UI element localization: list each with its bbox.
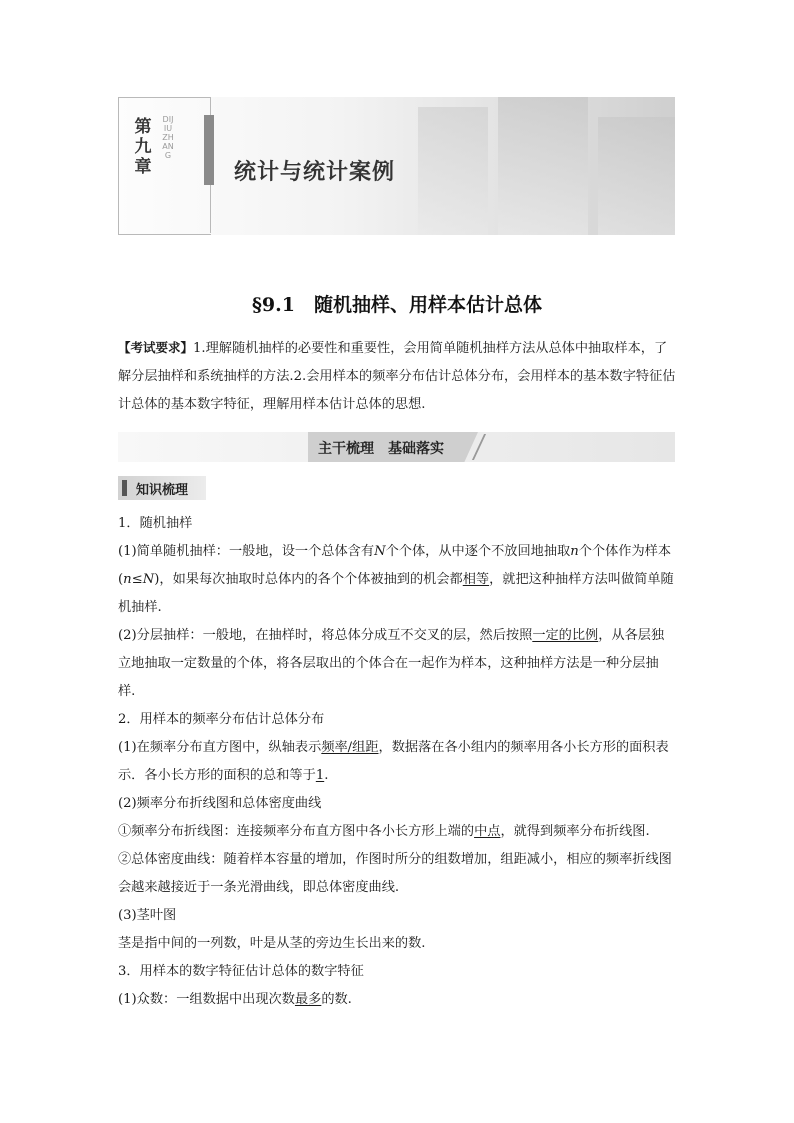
chapter-title: 统计与统计案例: [234, 160, 396, 185]
para-mode: [118, 986, 676, 1014]
para-histogram: [118, 734, 676, 790]
section-band: [118, 432, 675, 462]
exam-requirements: [118, 334, 676, 419]
requirements-text: 1.理解随机抽样的必要性和重要性，会用简单随机抽样方法从总体中抽取样本，了解分层抽样和系统抽样的方法.2.会用样本的频率分布估计总体分布，会用样本的基本数字特征估计总体的基本数字特征，理解用样本估计总体的思想.: [118, 341, 676, 412]
text: ①频率分布折线图：连接频率分布直方图中各小长方形上端的: [118, 824, 475, 839]
para-stratified: [118, 622, 676, 706]
text: (1)众数：一组数据中出现次数: [118, 992, 295, 1007]
heading-frequency: 2．用样本的频率分布估计总体分布: [118, 712, 325, 727]
heading-random-sampling: 1．随机抽样: [118, 516, 193, 531]
section-title: §9.1 随机抽样、用样本估计总体: [252, 294, 542, 316]
text: 的数.: [321, 992, 352, 1007]
para-polyline: [118, 818, 676, 846]
building-graphic: [498, 97, 588, 235]
building-graphic: [418, 107, 488, 235]
text: (1)在频率分布直方图中，纵轴表示: [118, 740, 322, 755]
chapter-accent-bar: [204, 115, 214, 185]
band-title: 主干梳理 基础落实: [318, 441, 444, 457]
subhead-mark: [122, 480, 127, 496]
blank-answer: 频率/组距: [321, 740, 379, 755]
chapter-label: 第九章: [134, 117, 152, 177]
text: ，数据落在各小组内的频率用各小长方形的面积表示．各小长方形的面积的总和等于: [118, 740, 669, 783]
text: ，就得到频率分布折线图.: [500, 824, 650, 839]
blank-answer: 1: [315, 768, 325, 783]
blank-answer: 最多: [294, 992, 322, 1007]
para-stem-leaf-title: (3)茎叶图: [118, 908, 177, 923]
text: 个个体，从中逐个不放回地抽取: [385, 544, 571, 559]
text: (1)简单随机抽样：一般地，设一个总体含有: [118, 544, 375, 559]
para-polyline-title: (2)频率分布折线图和总体密度曲线: [118, 796, 322, 811]
chapter-banner: [118, 97, 675, 235]
building-graphic: [598, 117, 675, 235]
text: ，从各层独立地抽取一定数量的个体，将各层取出的个体合在一起作为样本，这种抽样方法是一种分层抽样.: [118, 628, 665, 699]
text: 个个体作为样本(: [118, 544, 672, 587]
var-n: n: [570, 544, 579, 559]
para-simple-random: [118, 538, 676, 622]
heading-numeric-features: 3．用样本的数字特征估计总体的数字特征: [118, 964, 364, 979]
subhead-title: 知识梳理: [136, 483, 189, 498]
blank-answer: 中点: [474, 824, 501, 839]
knowledge-subhead: [118, 476, 206, 500]
blank-answer: 相等: [462, 572, 490, 587]
text: ≤: [131, 572, 143, 587]
text: .: [324, 768, 329, 783]
var-n: n: [123, 572, 132, 587]
para-stem-leaf: 茎是指中间的一列数，叶是从茎的旁边生长出来的数.: [118, 936, 426, 951]
var-N: N: [374, 544, 386, 559]
requirements-tag: 【考试要求】: [118, 340, 194, 355]
text: (2)分层抽样：一般地，在抽样时，将总体分成互不交叉的层，然后按照: [118, 628, 533, 643]
chapter-pinyin: DIJIUZHANG: [162, 115, 174, 160]
content-body: [118, 510, 676, 1014]
var-N: N: [142, 572, 155, 587]
blank-answer: 一定的比例: [532, 628, 599, 643]
text: ，就把这种抽样方法叫做简单随机抽样.: [118, 572, 674, 615]
para-density: ②总体密度曲线：随着样本容量的增加，作图时所分的组数增加，组距减小，相应的频率折线图会越来越接近于一条光滑曲线，即总体密度曲线.: [118, 852, 672, 895]
text: )，如果每次抽取时总体内的各个个体被抽到的机会都: [154, 572, 463, 587]
